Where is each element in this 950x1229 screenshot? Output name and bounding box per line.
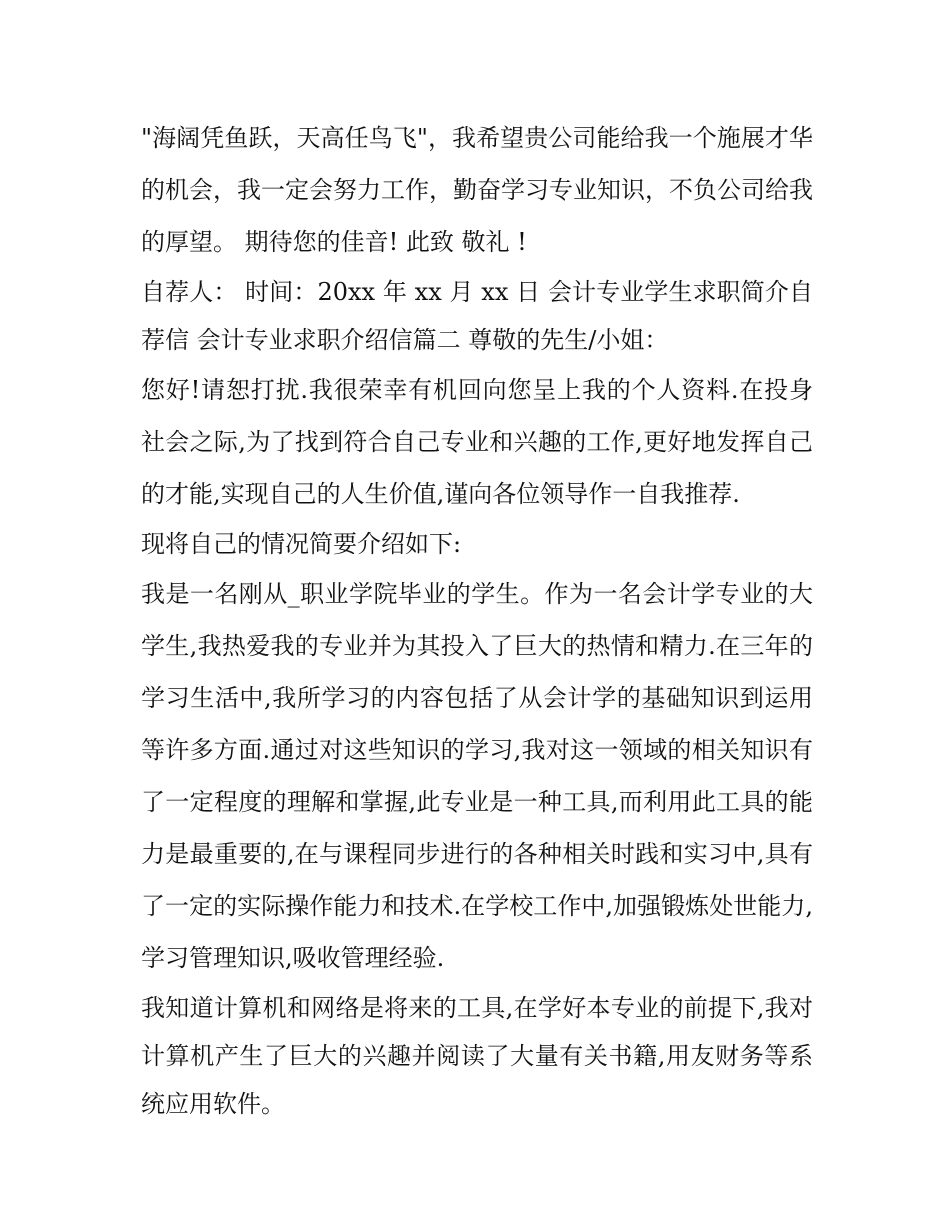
paragraph-greeting: 您好!请恕打扰.我很荣幸有机回向您呈上我的个人资料.在投身社会之际,为了找到符合自己专业和兴趣的工作,更好地发挥自己的才能,实现自己的人生价值,谨向各位领导作一自我推荐. — [141, 376, 813, 508]
document-body — [141, 112, 813, 1128]
paragraph-computer-skills: 我知道计算机和网络是将来的工具,在学好本专业的前提下,我对计算机产生了巨大的兴趣并阅读了大量有关书籍,用友财务等系统应用软件。 — [141, 994, 813, 1118]
paragraph-intro: 现将自己的情况简要介绍如下: — [141, 530, 462, 558]
paragraph-education: 我是一名刚从_职业学院毕业的学生。作为一名会计学专业的大学生,我热爱我的专业并为其投入了巨大的热情和精力.在三年的学习生活中,我所学习的内容包括了从会计学的基础知识到运用等许多方面.通过对这些知识的学习,我对这一领域的相关知识有了一定程度的理解和掌握,此专业是一种工具,而利用此工具的能力是最重要的,在与课程同步进行的各种相关时践和实习中,具有了一定的实际操作能力和技术.在学校工作中,加强锻炼处世能力,学习管理知识,吸收管理经验. — [141, 580, 813, 972]
paragraph-signature-and-title: 自荐人： 时间：20xx 年 xx 月 xx 日 会计专业学生求职简介自荐信 会计专业求职介绍信篇二 尊敬的先生/小姐： — [141, 278, 813, 354]
paragraph-closing: "海阔凭鱼跃，天高任鸟飞"，我希望贵公司能给我一个施展才华的机会，我一定会努力工作，勤奋学习专业知识，不负公司给我的厚望。 期待您的佳音! 此致 敬礼 ! — [141, 124, 813, 256]
